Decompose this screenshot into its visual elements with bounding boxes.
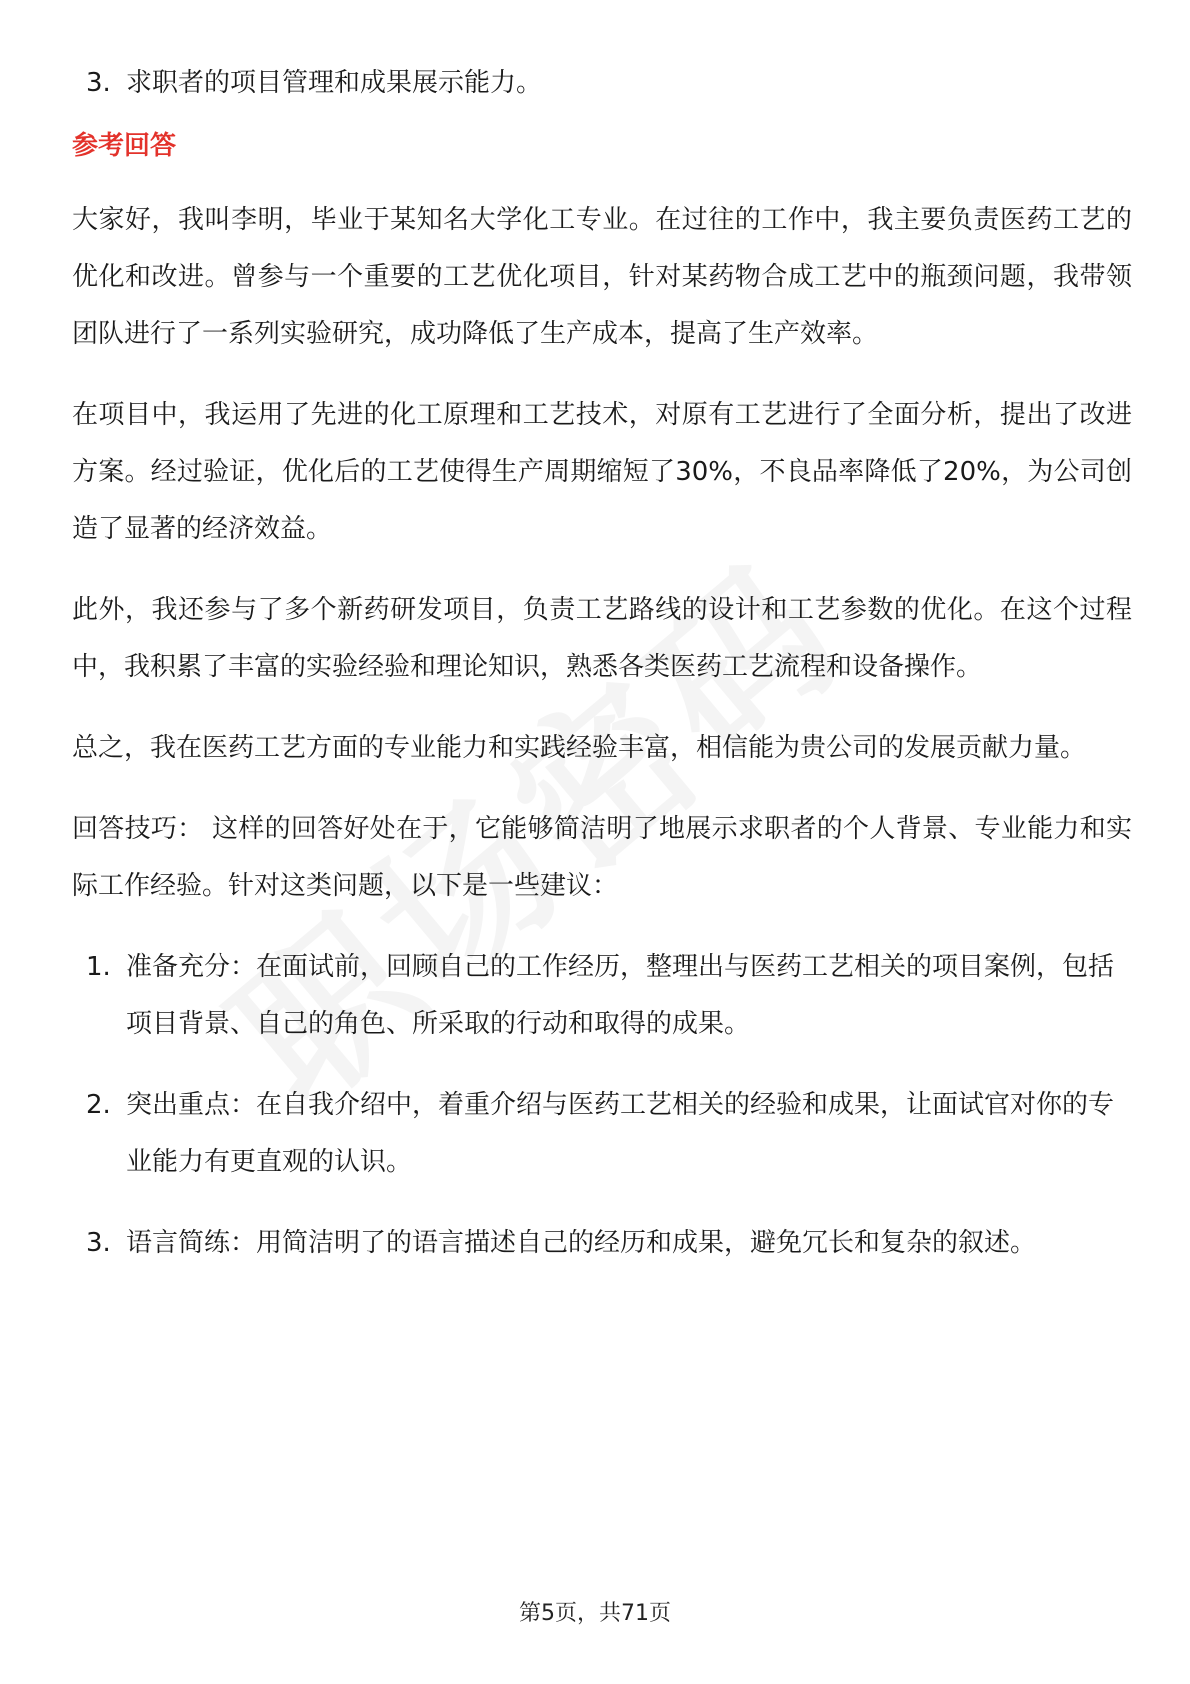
list-text: 突出重点：在自我介绍中，着重介绍与医药工艺相关的经验和成果，让面试官对你的专业能力有更直观的认识。 xyxy=(126,1090,1115,1177)
page-footer: 第5页，共71页 xyxy=(519,1601,671,1626)
list-number: 2. xyxy=(86,1090,111,1120)
tips-list xyxy=(72,939,1132,1272)
list-item xyxy=(72,55,1132,112)
list-number: 1. xyxy=(86,952,111,982)
paragraph: 在项目中，我运用了先进的化工原理和工艺技术，对原有工艺进行了全面分析，提出了改进方案。经过验证，优化后的工艺使得生产周期缩短了30%，不良品率降低了20%，为公司创造了显著的经济效益。 xyxy=(72,400,1132,544)
paragraph: 大家好，我叫李明，毕业于某知名大学化工专业。在过往的工作中，我主要负责医药工艺的优化和改进。曾参与一个重要的工艺优化项目，针对某药物合成工艺中的瓶颈问题，我带领团队进行了一系列实验研究，成功降低了生产成本，提高了生产效率。 xyxy=(72,205,1132,349)
list-text: 准备充分：在面试前，回顾自己的工作经历，整理出与医药工艺相关的项目案例，包括项目背景、自己的角色、所采取的行动和取得的成果。 xyxy=(126,952,1115,1039)
list-text: 语言简练：用简洁明了的语言描述自己的经历和成果，避免冗长和复杂的叙述。 xyxy=(126,1228,1037,1258)
list-item xyxy=(72,939,1132,1053)
list-text: 求职者的项目管理和成果展示能力。 xyxy=(126,68,543,98)
list-number: 3. xyxy=(86,1228,111,1258)
list-number: 3. xyxy=(86,68,111,98)
list-item xyxy=(72,1215,1132,1272)
page-content xyxy=(72,55,1132,1296)
answer-tips-paragraph: 回答技巧： 这样的回答好处在于，它能够简洁明了地展示求职者的个人背景、专业能力和实际工作经验。针对这类问题，以下是一些建议： xyxy=(72,814,1132,901)
section-heading: 参考回答 xyxy=(72,131,177,161)
paragraph: 总之，我在医药工艺方面的专业能力和实践经验丰富，相信能为贵公司的发展贡献力量。 xyxy=(72,733,1087,763)
list-item xyxy=(72,1077,1132,1191)
paragraph: 此外，我还参与了多个新药研发项目，负责工艺路线的设计和工艺参数的优化。在这个过程中，我积累了丰富的实验经验和理论知识，熟悉各类医药工艺流程和设备操作。 xyxy=(72,595,1132,682)
